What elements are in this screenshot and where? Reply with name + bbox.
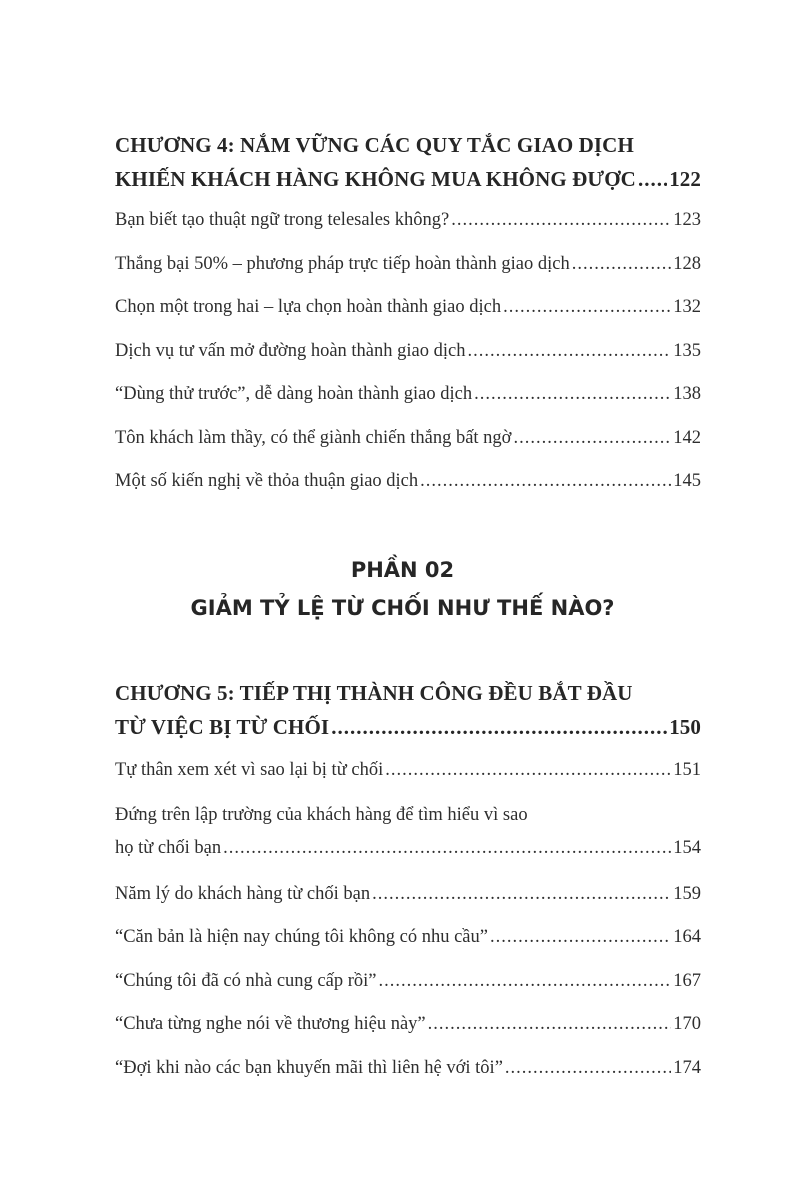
dot-leader [503, 293, 671, 321]
toc-entry [115, 1054, 701, 1082]
dot-leader [451, 206, 671, 234]
dot-leader [513, 424, 671, 452]
dot-leader [467, 337, 671, 365]
dot-leader [223, 831, 671, 865]
toc-entry-title: Dịch vụ tư vấn mở đường hoàn thành giao dịch [115, 340, 466, 361]
dot-leader [428, 1010, 672, 1038]
chapter-5-entries [115, 756, 701, 1082]
toc-entry-title: “Chưa từng nghe nói về thương hiệu này” [115, 1014, 426, 1034]
toc-entry-page: 138 [673, 384, 701, 404]
toc-entry [115, 756, 701, 784]
toc-entry-title: họ từ chối bạn [115, 837, 222, 858]
toc-entry [115, 337, 701, 365]
toc-entry [115, 880, 701, 908]
chapter-5-title-line2 [115, 710, 701, 744]
dot-leader [474, 380, 671, 408]
dot-leader [572, 250, 672, 278]
dot-leader [638, 162, 667, 196]
toc-entry-page: 164 [673, 927, 701, 947]
toc-entry-page: 154 [673, 837, 701, 858]
dot-leader [420, 467, 671, 495]
toc-entry-title: Thắng bại 50% – phương pháp trực tiếp hoàn thành giao dịch [115, 253, 570, 274]
toc-entry-page: 159 [673, 883, 701, 904]
toc-entry-page: 170 [673, 1014, 701, 1034]
chapter-4-section [115, 128, 701, 511]
chapter-4-title-line1: CHƯƠNG 4: NẮM VỮNG CÁC QUY TẮC GIAO DỊCH [115, 133, 634, 157]
toc-entry [115, 206, 701, 234]
toc-entry [115, 293, 701, 321]
dot-leader [490, 923, 671, 951]
toc-entry-title-line1: Đứng trên lập trường của khách hàng để tìm hiểu vì sao [115, 804, 528, 825]
toc-entry [115, 424, 701, 452]
toc-entry [115, 380, 701, 408]
toc-entry-title: Bạn biết tạo thuật ngữ trong telesales không? [115, 210, 450, 230]
toc-entry-line2 [115, 831, 701, 865]
toc-entry-page: 145 [673, 471, 701, 491]
toc-entry [115, 467, 701, 495]
toc-entry-title: “Căn bản là hiện nay chúng tôi không có nhu cầu” [115, 927, 488, 947]
part-label: PHẦN 02 [350, 558, 455, 582]
dot-leader [385, 756, 671, 784]
dot-leader [331, 710, 667, 744]
chapter-4-heading [115, 128, 701, 196]
toc-entry-title: Tôn khách làm thầy, có thể giành chiến thắng bất ngờ [115, 427, 512, 448]
chapter-4-entries [115, 206, 701, 495]
toc-entry-page: 151 [673, 760, 701, 780]
toc-entry-page: 174 [673, 1057, 701, 1078]
chapter-5-title-text: TỪ VIỆC BỊ TỪ CHỐI [115, 715, 330, 739]
toc-entry [115, 250, 701, 278]
toc-entry-page: 135 [673, 340, 701, 361]
toc-entry-title: Tự thân xem xét vì sao lại bị từ chối [115, 760, 384, 780]
toc-entry-title: “Đợi khi nào các bạn khuyến mãi thì liên hệ với tôi” [115, 1057, 503, 1078]
chapter-5-section [115, 676, 701, 1097]
toc-entry-page: 123 [673, 210, 701, 230]
toc-entry-page: 142 [673, 427, 701, 448]
toc-entry-title: “Chúng tôi đã có nhà cung cấp rồi” [115, 970, 377, 991]
part-title: GIẢM TỶ LỆ TỪ CHỐI NHƯ THẾ NÀO? [190, 596, 615, 620]
toc-entry-title: Năm lý do khách hàng từ chối bạn [115, 883, 371, 904]
dot-leader [378, 967, 671, 995]
chapter-4-page: 122 [669, 167, 701, 191]
dot-leader [505, 1054, 671, 1082]
chapter-4-title-line2 [115, 162, 701, 196]
toc-entry-title: Chọn một trong hai – lựa chọn hoàn thành giao dịch [115, 297, 502, 317]
chapter-5-page: 150 [669, 715, 701, 739]
toc-entry-title: “Dùng thử trước”, dễ dàng hoàn thành giao dịch [115, 384, 473, 404]
toc-entry-page: 128 [673, 253, 701, 274]
toc-entry-title: Một số kiến nghị về thỏa thuận giao dịch [115, 471, 419, 491]
chapter-5-title-line1: CHƯƠNG 5: TIẾP THỊ THÀNH CÔNG ĐỀU BẮT ĐẦU [115, 681, 633, 705]
chapter-4-title-text: KHIẾN KHÁCH HÀNG KHÔNG MUA KHÔNG ĐƯỢC [115, 167, 636, 191]
toc-entry [115, 923, 701, 951]
toc-entry-page: 167 [673, 970, 701, 991]
toc-entry [115, 1010, 701, 1038]
toc-entry [115, 967, 701, 995]
chapter-5-heading [115, 676, 701, 744]
toc-entry-page: 132 [673, 297, 701, 317]
dot-leader [372, 880, 671, 908]
toc-entry-multiline [115, 800, 701, 865]
